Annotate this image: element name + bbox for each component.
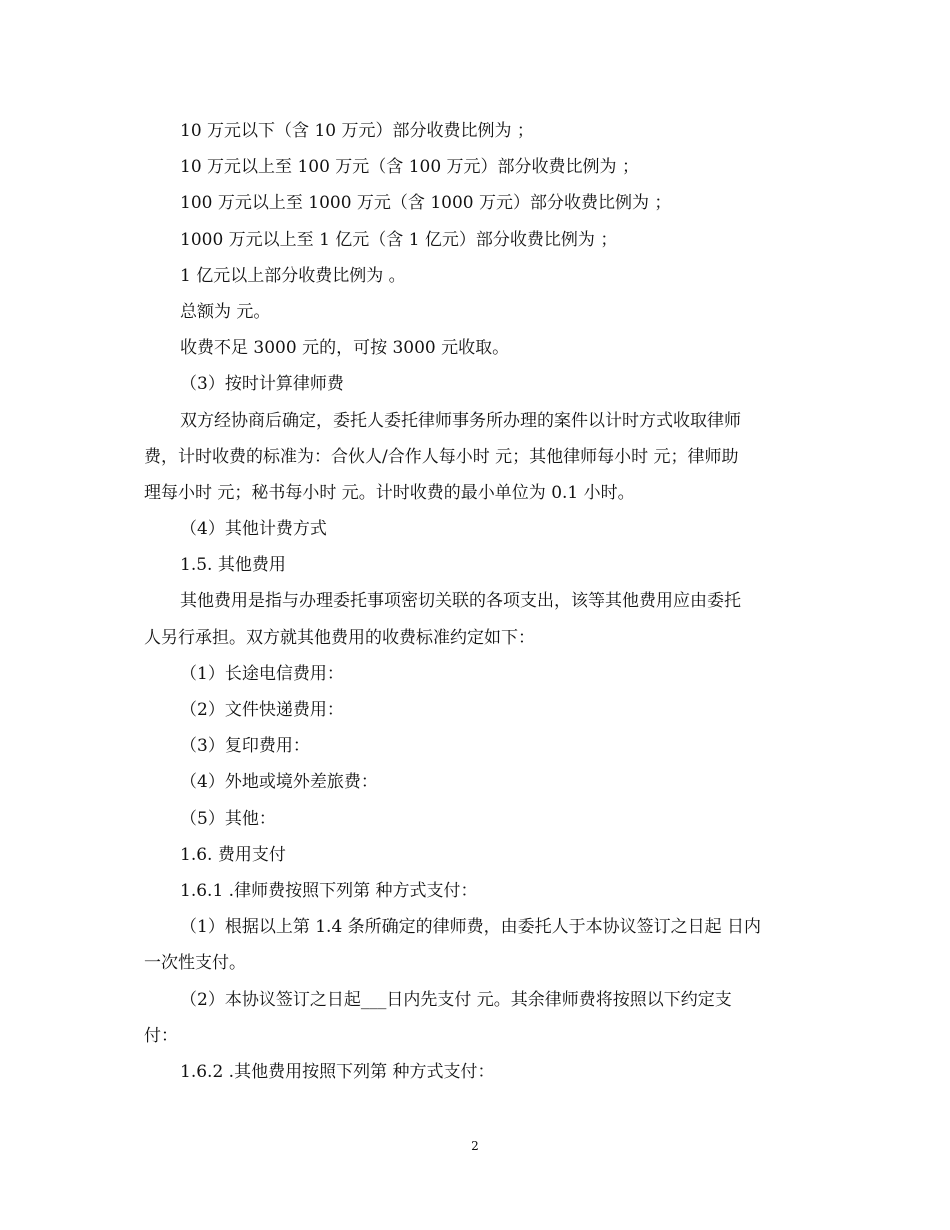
text-line: 1000 万元以上至 1 亿元（含 1 亿元）部分收费比例为 ； xyxy=(180,229,618,250)
text-line: 1.6.1 .律师费按照下列第 种方式支付： xyxy=(180,880,478,901)
text-line: 收费不足 3000 元的，可按 3000 元收取。 xyxy=(180,338,510,359)
text-line: 其他费用是指与办理委托事项密切关联的各项支出，该等其他费用应由委托 xyxy=(180,591,741,612)
text-line: （3）复印费用： xyxy=(180,736,310,757)
document-body xyxy=(144,113,810,1090)
text-line: 人另行承担。双方就其他费用的收费标准约定如下： xyxy=(144,627,535,648)
text-line: 费，计时收费的标准为：合伙人/合作人每小时 元；其他律师每小时 元；律师助 xyxy=(144,446,739,467)
text-line: （4）外地或境外差旅费： xyxy=(180,772,378,793)
page-number: 2 xyxy=(471,1139,479,1153)
text-line: 100 万元以上至 1000 万元（含 1000 万元）部分收费比例为 ； xyxy=(180,193,672,214)
text-line: 付： xyxy=(144,1025,178,1046)
text-line: （1）长途电信费用： xyxy=(180,663,344,684)
text-line: 总额为 元。 xyxy=(180,301,271,322)
text-line: 理每小时 元；秘书每小时 元。计时收费的最小单位为 0.1 小时。 xyxy=(144,482,635,503)
text-line: （3）按时计算律师费 xyxy=(180,374,344,395)
text-line: 一次性支付。 xyxy=(144,953,246,974)
text-line: （2）文件快递费用： xyxy=(180,700,344,720)
text-line: 10 万元以上至 100 万元（含 100 万元）部分收费比例为 ； xyxy=(180,157,639,178)
text-line: （5）其他： xyxy=(180,808,276,829)
text-line: （1）根据以上第 1.4 条所确定的律师费，由委托人于本协议签订之日起 日内 xyxy=(180,917,762,938)
text-line: 10 万元以下（含 10 万元）部分收费比例为 ； xyxy=(180,121,534,141)
text-line: （4）其他计费方式 xyxy=(180,519,327,540)
text-line: 1.6. 费用支付 xyxy=(180,844,286,865)
text-line: 1 亿元以上部分收费比例为 。 xyxy=(180,265,406,286)
text-line: 1.5. 其他费用 xyxy=(180,555,286,576)
text-line: 双方经协商后确定，委托人委托律师事务所办理的案件以计时方式收取律师 xyxy=(180,410,741,431)
text-line: 1.6.2 .其他费用按照下列第 种方式支付： xyxy=(180,1061,495,1082)
text-line: （2）本协议签订之日起___日内先支付 元。其余律师费将按照以下约定支 xyxy=(180,989,732,1010)
